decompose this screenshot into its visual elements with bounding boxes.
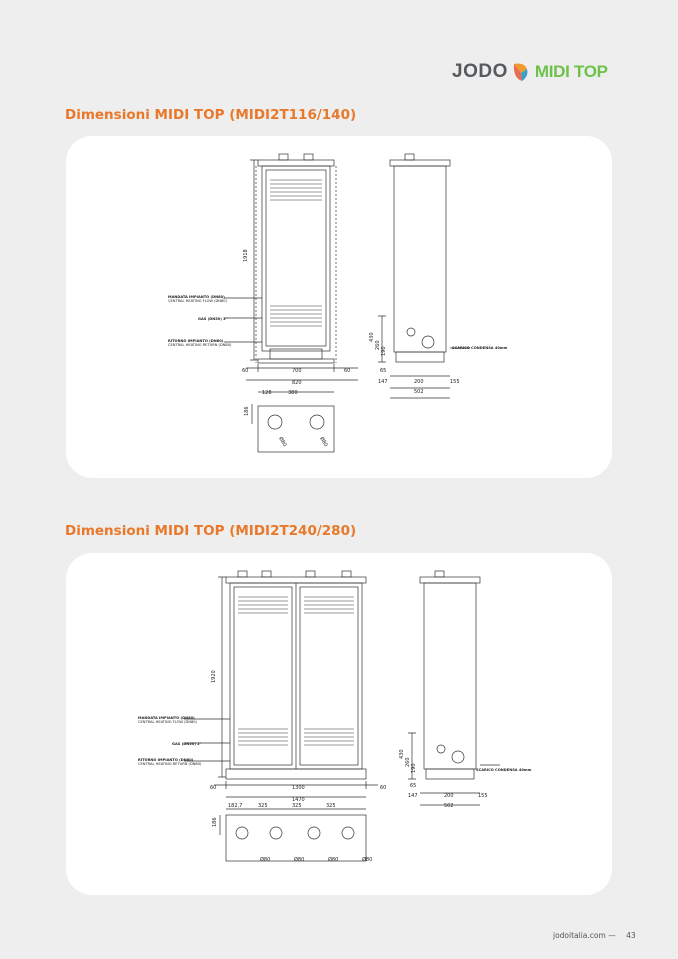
side-dim-430: 430 [369,332,375,342]
section-title-2: Dimensioni MIDI TOP (MIDI2T240/280) [65,523,357,539]
label-flow-en-2: CENTRAL HEATING FLOW (DN80) [138,720,197,724]
section-title-1: Dimensioni MIDI TOP (MIDI2T116/140) [65,107,357,123]
logo-wordmark: JODO [452,61,508,82]
side2-dim-65: 65 [410,783,417,789]
page-number: 43 [626,931,636,940]
label-condensate-2: SCARICO CONDENSA 40mm [476,768,532,772]
dim-186: 186 [244,406,250,416]
dim-left-2: 60 [210,785,217,791]
drawing-card-1 [66,136,612,478]
dim-380: 380 [288,390,298,396]
label-return: RITORNO IMPIANTO (DN80) [168,339,224,343]
side-dim-190: 190 [381,346,387,356]
dim-right-2: 60 [380,785,387,791]
side2-dim-190: 190 [411,763,417,773]
dim-dia-b: Ø80 [294,857,305,863]
label-return-en: CENTRAL HEATING RETURN (DN80) [168,343,232,347]
side2-dim-155: 155 [478,793,488,799]
side2-dim-260: 260 [405,757,411,767]
dim-325-a: 325 [258,803,268,809]
technical-drawing-1 [66,136,612,478]
side2-dim-502: 502 [444,803,454,809]
side2-dim-430: 430 [399,749,405,759]
label-return-2: RITORNO IMPIANTO (DN80) [138,758,194,762]
dim-dia-1: Ø80 [277,436,288,448]
label-return-en-2: CENTRAL HEATING RETURN (DN80) [138,762,202,766]
side-dim-147: 147 [378,379,388,385]
label-gas-2: GAS (DN50) 2" [172,742,202,746]
dim-128: 128 [262,390,272,396]
dim-width: 700 [292,368,302,374]
side2-dim-200: 200 [444,793,454,799]
label-condensate: SCARICO CONDENSA 40mm [452,346,508,350]
dim-325-b: 325 [292,803,302,809]
label-flow: MANDATA IMPIANTO (DN80) [168,295,225,299]
logo-mark-icon [510,60,532,84]
side-dim-65: 65 [380,368,387,374]
side2-dim-147: 147 [408,793,418,799]
dim-325-c: 325 [326,803,336,809]
dim-height-2: 1920 [211,670,217,683]
side-dim-260: 260 [375,340,381,350]
side-dim-502: 502 [414,389,424,395]
dim-dia-2: Ø80 [318,436,329,448]
dim-1827: 182,7 [228,803,243,809]
dim-dia-d: Ø80 [362,857,373,863]
dim-left: 60 [242,368,249,374]
logo-product: MIDI TOP [534,62,608,81]
side-dim-155: 155 [450,379,460,385]
label-gas: GAS (DN50) 2" [198,317,228,321]
dim-total: 820 [292,380,302,386]
label-flow-2: MANDATA IMPIANTO (DN80) [138,716,195,720]
dim-height: 1918 [243,249,249,262]
dim-width-2: 1300 [292,785,305,791]
footer-site[interactable]: jodoitalia.com — [553,931,616,940]
brand-logo [452,60,608,84]
side-dim-200: 200 [414,379,424,385]
drawing-card-2 [66,553,612,895]
technical-drawing-2 [66,553,612,895]
dim-dia-c: Ø80 [328,857,339,863]
dim-186-2: 186 [212,817,218,827]
dim-total-2: 1470 [292,797,305,803]
label-flow-en: CENTRAL HEATING FLOW (DN80) [168,299,227,303]
dim-dia-a: Ø80 [260,857,271,863]
dim-right: 60 [344,368,351,374]
page-footer [553,931,636,940]
